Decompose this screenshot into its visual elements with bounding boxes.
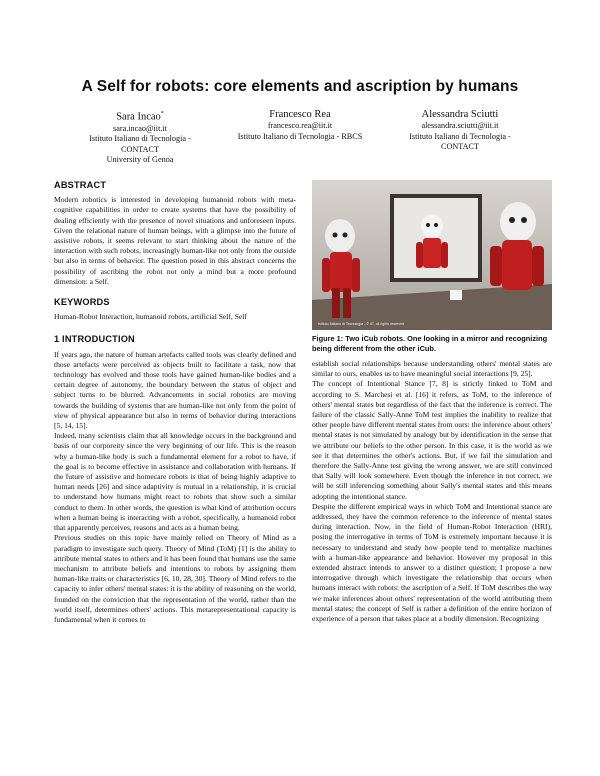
abstract-text: Modern robotics is interested in developing humanoid robots with meta-cognitive capabilities in order to create systems that have the possibility of dealing efficiently with the presence of novel situations and unforeseen inputs. Given the relational nature of human beings, with a glimpse into the future of assistive robots, it seems relevant to start thinking about the nature of the interaction with such robots, increasingly human-like not only from the outside but also in terms of behavior. The question posed in this abstract concerns the possibility of ascribing the robot not only a mind but a more profound dimension: a Self. [54,195,296,286]
keywords-text: Human-Robot Interaction, humanoid robots, artificial Self, Self [54,312,247,322]
robots-illustration [312,180,552,330]
author-1 [60,108,220,166]
intro-paragraph: If years ago, the nature of human artefacts called tools was clearly defined and those artefacts were perceived as objects built to facilitate a task, now that technology has evolved and those tools have gained human-like bodies and a certain degree of autonomy, the boundary between the status of object and subject turns to be blurred. Advancements in social robotics are moving towards the building of systems that are human-like not only from the point of view of physical appearance but also in terms of behavior during interactions [5, 14, 15]. [54,349,296,431]
intro-paragraph: Previous studies on this topic have mainly relied on Theory of Mind as a paradigm to investigate such query. Theory of Mind (ToM) [1] is the ability to attribute mental states to others and it has been found that humans use the same mechanism to attribute beliefs and intentions to robots by assigning them human-like traits or characteristics [6, 10, 28, 30]. Theory of Mind refers to the capacity to infer others' mental states: it is the ability of reasoning on the world, founded on the conviction that the representation of the world, rather than the world itself, determines others' actions. This metarepresentational capacity is fundamental when it comes to [54,533,296,624]
figure-robots-photo [312,180,552,330]
figure-caption: Figure 1: Two iCub robots. One looking in a mirror and recognizing being different from the other iCub. [312,334,548,353]
author-name [60,108,220,124]
author-name: Francesco Rea [269,109,331,120]
paper-title: A Self for robots: core elements and ascription by humans [81,78,519,95]
keywords-heading: KEYWORDS [54,297,110,308]
author-name: Alessandra Sciutti [421,109,499,120]
author-affiliation: Istituto Italiano di Tecnologia - [409,131,511,141]
abstract-heading: ABSTRACT [54,180,107,190]
author-email: sara.incao@iit.it [113,123,167,133]
author-2 [220,108,380,166]
author-affiliation: CONTACT [120,144,159,154]
author-mark: * [160,111,164,117]
intro-paragraph: Despite the different empirical ways in which ToM and Intentional stance are addressed, they have the common reference to the inference of mental states during interaction. Now, in the field of Human-Robot Interaction (HRI), posing the interrogative in terms of ToM is extremely important because it is necessary to understand and study how people tend to mentalize machines with a human-like appearance and behavior. However my proposal in this extended abstract intends to answer to a distinct question; I propose a new interrogative through which investigate the relationship that occurs when humans interact with robots: the ascription of a Self. If ToM describes the way we make inferences about others' representation of the world attributing them mental states; the concept of Self is rather a definition of the entire horizon of experience of a person that takes place at a bodily dimension. Recognizing [312,501,552,624]
intro-paragraph: Indeed, many scientists claim that all knowledge occurs in the background and basis of our corporeity since the very beginning of our life. This is the reason why a human-like body is such a fundamental element for a robot to have, if the goal is to become effective in assistance and collaboration with humans. If the future of assistive and homecare robots is that of being highly adaptive to human needs [26] and since adaptivity is mutual in a relationship, it is crucial to understand how humans might react to robots that show such a similar conduct to them. In other words, the question is what kind of attribution occurs when a human being is interacting with a robot, specifically, a humanoid robot that apparently perceives, reasons and acts as a human being. [54,431,296,533]
left-column [54,180,296,625]
author-affiliation: CONTACT [440,142,479,152]
author-3 [380,108,540,166]
right-column [312,359,552,624]
author-affiliation: Istituto Italiano di Tecnologia - [89,134,191,144]
author-affiliation: Istituto Italiano di Tecnologia - RBCS [237,131,363,141]
author-affiliation: University of Genoa [106,155,174,165]
intro-paragraph: establish social relationships because understanding others' mental states are similar to ours, enables us to have meaningful social interactions [9, 25]. [312,359,552,379]
author-block [60,108,540,166]
intro-heading: 1 INTRODUCTION [54,334,135,345]
author-name-text: Sara Incao [116,111,161,123]
author-email: francesco.rea@iit.it [267,121,333,130]
figure-watermark: Istituto Italiano di Tecnologia - © IIT, all rights reserved [318,322,405,326]
author-email: alessandra.sciutti@iit.it [421,121,499,130]
intro-paragraph: The concept of Intentional Stance [7, 8] is strictly linked to ToM and according to S. Marchesi et al. [16] it refers, as ToM, to the inference of others' mental states but regardless of the fact that the inference is correct. The failure of the classic Sally-Anne ToM test implies the inability to realize that other people have different mental states from ours: the inference about others' mental states is not simulated by analogy but by identification in the sense that we attribute our beliefs to the other person. In this case, it is the world as we see it that determines the other's actions. But, if we fail the simulation and therefore the Sally-Anne test giving the wrong answer, we are still convinced that Sally will look somewhere. Even though the inference in not correct, we will be still inferencing something about Sally's mental states and this means adopting the intentional stance. [312,379,552,501]
